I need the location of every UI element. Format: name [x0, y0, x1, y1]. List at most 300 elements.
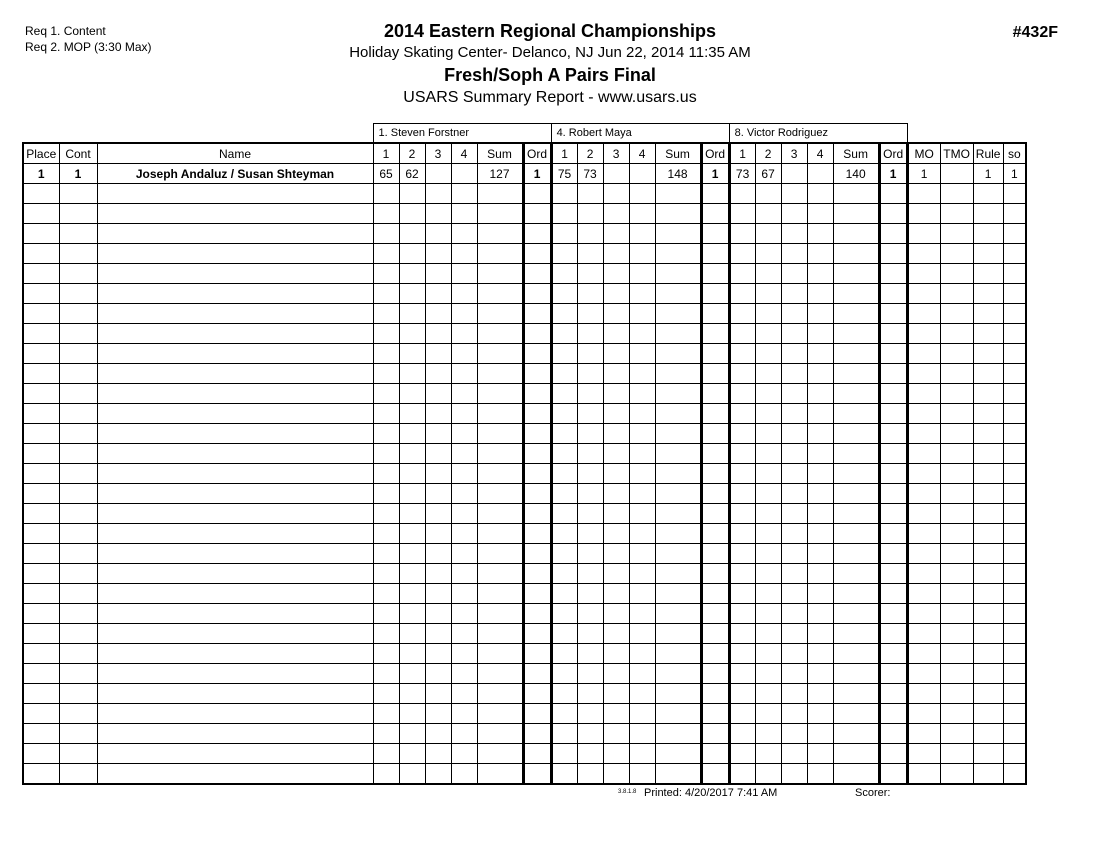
mark-cell	[399, 644, 425, 664]
ord-cell	[701, 344, 729, 364]
mark-cell	[781, 764, 807, 785]
tmo-cell	[940, 564, 973, 584]
mark-cell	[451, 364, 477, 384]
column-header-row	[23, 143, 1026, 164]
empty-row	[23, 664, 1026, 684]
sum-cell	[833, 444, 879, 464]
ord-cell	[879, 664, 907, 684]
mark-cell	[729, 204, 755, 224]
mark-cell	[451, 344, 477, 364]
tmo-cell	[940, 444, 973, 464]
mark-cell	[399, 604, 425, 624]
mark-cell	[399, 664, 425, 684]
ord-cell: 1	[701, 164, 729, 184]
so-cell	[1003, 204, 1026, 224]
sum-cell	[477, 624, 523, 644]
mark-cell	[373, 504, 399, 524]
place-cell	[23, 744, 59, 764]
so-cell	[1003, 284, 1026, 304]
mark-cell	[425, 564, 451, 584]
mark-cell	[603, 524, 629, 544]
mark-cell	[425, 524, 451, 544]
place-cell	[23, 724, 59, 744]
place-cell	[23, 384, 59, 404]
ord-cell	[701, 204, 729, 224]
sum-cell	[655, 384, 701, 404]
mark-cell	[729, 304, 755, 324]
sum-cell	[655, 504, 701, 524]
col-header-judge3-sum: Sum	[833, 143, 879, 164]
tmo-cell	[940, 504, 973, 524]
mark-cell	[781, 704, 807, 724]
mark-cell	[603, 364, 629, 384]
place-cell: 1	[23, 164, 59, 184]
mo-cell	[907, 664, 940, 684]
results-body	[23, 164, 1026, 785]
mark-cell	[629, 644, 655, 664]
mark-cell	[729, 364, 755, 384]
so-cell	[1003, 444, 1026, 464]
mark-cell	[781, 204, 807, 224]
mark-cell	[807, 344, 833, 364]
mark-cell	[373, 464, 399, 484]
mark-cell	[399, 544, 425, 564]
mark-cell	[373, 384, 399, 404]
sum-cell	[655, 724, 701, 744]
mark-cell	[373, 564, 399, 584]
tmo-cell	[940, 764, 973, 785]
so-cell	[1003, 404, 1026, 424]
ord-cell	[701, 244, 729, 264]
mark-cell	[781, 644, 807, 664]
tmo-cell	[940, 304, 973, 324]
mark-cell	[755, 644, 781, 664]
req-line-2: Req 2. MOP (3:30 Max)	[25, 39, 152, 54]
sum-cell	[833, 684, 879, 704]
place-cell	[23, 344, 59, 364]
ord-cell	[879, 444, 907, 464]
mark-cell	[807, 684, 833, 704]
empty-row	[23, 224, 1026, 244]
rule-cell	[973, 264, 1003, 284]
sum-cell	[477, 644, 523, 664]
mark-cell	[781, 444, 807, 464]
empty-row	[23, 424, 1026, 444]
name-cell	[97, 604, 373, 624]
tmo-cell	[940, 264, 973, 284]
rule-cell	[973, 724, 1003, 744]
ord-cell	[523, 744, 551, 764]
mo-cell	[907, 544, 940, 564]
sum-cell	[833, 364, 879, 384]
mark-cell	[399, 484, 425, 504]
cont-cell	[59, 404, 97, 424]
sum-cell	[655, 224, 701, 244]
mark-cell	[399, 684, 425, 704]
tmo-cell	[940, 324, 973, 344]
ord-cell	[701, 324, 729, 344]
col-header-judge3-3: 3	[781, 143, 807, 164]
tmo-cell	[940, 224, 973, 244]
mark-cell	[451, 304, 477, 324]
ord-cell	[523, 244, 551, 264]
mark-cell	[755, 244, 781, 264]
mark-cell	[399, 224, 425, 244]
mark-cell	[629, 744, 655, 764]
mo-cell	[907, 344, 940, 364]
mark-cell	[373, 524, 399, 544]
sum-cell	[655, 684, 701, 704]
empty-row	[23, 484, 1026, 504]
ord-cell	[523, 264, 551, 284]
mark-cell	[807, 644, 833, 664]
place-cell	[23, 284, 59, 304]
report-type-line: USARS Summary Report - www.usars.us	[403, 89, 697, 106]
cont-cell	[59, 284, 97, 304]
place-cell	[23, 184, 59, 204]
mark-cell	[551, 404, 577, 424]
rule-cell	[973, 224, 1003, 244]
ord-cell	[523, 444, 551, 464]
place-cell	[23, 424, 59, 444]
ord-cell	[701, 644, 729, 664]
cont-cell	[59, 244, 97, 264]
mark-cell	[399, 744, 425, 764]
mark-cell	[603, 204, 629, 224]
ord-cell	[523, 704, 551, 724]
mark-cell	[551, 384, 577, 404]
place-cell	[23, 464, 59, 484]
mark-cell	[399, 324, 425, 344]
mark-cell	[629, 344, 655, 364]
col-header-place: Place	[23, 143, 59, 164]
tmo-cell	[940, 464, 973, 484]
mark-cell	[629, 324, 655, 344]
mark-cell	[551, 224, 577, 244]
mark-cell	[807, 704, 833, 724]
mark-cell	[373, 264, 399, 284]
ord-cell	[701, 524, 729, 544]
mark-cell	[399, 344, 425, 364]
rule-cell	[973, 624, 1003, 644]
mark-cell	[807, 424, 833, 444]
place-cell	[23, 504, 59, 524]
ord-cell	[523, 204, 551, 224]
mark-cell	[729, 224, 755, 244]
name-cell	[97, 524, 373, 544]
sum-cell	[833, 184, 879, 204]
sum-cell	[833, 484, 879, 504]
tmo-cell	[940, 364, 973, 384]
mark-cell	[373, 744, 399, 764]
tmo-cell	[940, 244, 973, 264]
sum-cell	[833, 404, 879, 424]
ord-cell	[523, 684, 551, 704]
name-cell	[97, 484, 373, 504]
mark-cell	[577, 464, 603, 484]
ord-cell	[879, 384, 907, 404]
so-cell	[1003, 504, 1026, 524]
mark-cell	[629, 584, 655, 604]
mark-cell	[551, 724, 577, 744]
sum-cell	[655, 464, 701, 484]
mark-cell	[755, 564, 781, 584]
empty-row	[23, 444, 1026, 464]
mark-cell	[755, 264, 781, 284]
empty-row	[23, 584, 1026, 604]
mark-cell	[577, 344, 603, 364]
mark-cell	[603, 684, 629, 704]
cont-cell	[59, 424, 97, 444]
result-row	[23, 164, 1026, 184]
mark-cell	[807, 444, 833, 464]
empty-row	[23, 184, 1026, 204]
mark-cell	[425, 644, 451, 664]
so-cell	[1003, 224, 1026, 244]
mark-cell	[577, 444, 603, 464]
sum-cell	[655, 764, 701, 785]
mark-cell	[807, 524, 833, 544]
sum-cell	[477, 244, 523, 264]
mark-cell	[399, 564, 425, 584]
empty-row	[23, 744, 1026, 764]
sum-cell	[477, 304, 523, 324]
mark-cell	[603, 704, 629, 724]
so-cell	[1003, 484, 1026, 504]
tmo-cell	[940, 544, 973, 564]
so-cell	[1003, 364, 1026, 384]
mark-cell	[603, 444, 629, 464]
mark-cell	[399, 624, 425, 644]
mark-cell	[551, 744, 577, 764]
mo-cell	[907, 384, 940, 404]
tmo-cell	[940, 644, 973, 664]
mark-cell	[425, 404, 451, 424]
col-header-judge3-ord: Ord	[879, 143, 907, 164]
mark-cell	[451, 324, 477, 344]
mark-cell	[451, 264, 477, 284]
mark-cell	[451, 204, 477, 224]
ord-cell	[701, 364, 729, 384]
event-title: Fresh/Soph A Pairs Final	[444, 65, 656, 85]
ord-cell	[879, 644, 907, 664]
mark-cell	[399, 184, 425, 204]
mark-cell	[603, 724, 629, 744]
mark-cell	[373, 364, 399, 384]
mark-cell	[781, 324, 807, 344]
so-cell	[1003, 184, 1026, 204]
mark-cell	[755, 304, 781, 324]
ord-cell	[701, 684, 729, 704]
mark-cell	[755, 324, 781, 344]
mark-cell	[629, 664, 655, 684]
mo-cell	[907, 564, 940, 584]
empty-row	[23, 604, 1026, 624]
mark-cell	[629, 464, 655, 484]
sum-cell	[477, 524, 523, 544]
mark-cell	[603, 564, 629, 584]
mark-cell	[577, 304, 603, 324]
venue-date-line: Holiday Skating Center- Delanco, NJ Jun 22, 2014 11:35 AM	[349, 44, 751, 61]
sum-cell	[833, 264, 879, 284]
mark-cell	[577, 264, 603, 284]
mark-cell	[755, 344, 781, 364]
mo-cell	[907, 364, 940, 384]
mark-cell	[807, 304, 833, 324]
ord-cell	[701, 724, 729, 744]
mo-cell	[907, 224, 940, 244]
mark-cell	[551, 324, 577, 344]
tmo-cell	[940, 684, 973, 704]
sum-cell	[833, 464, 879, 484]
mark-cell	[781, 564, 807, 584]
mark-cell	[551, 424, 577, 444]
sum-cell	[655, 624, 701, 644]
mark-cell	[603, 344, 629, 364]
mark-cell	[451, 624, 477, 644]
ord-cell	[523, 544, 551, 564]
col-header-judge3-4: 4	[807, 143, 833, 164]
mark-cell	[551, 464, 577, 484]
mark-cell	[451, 284, 477, 304]
req-line-1: Req 1. Content	[25, 24, 106, 38]
name-cell	[97, 744, 373, 764]
mark-cell	[551, 204, 577, 224]
sum-cell	[833, 304, 879, 324]
ord-cell	[701, 764, 729, 785]
mark-cell	[603, 504, 629, 524]
ord-cell	[879, 224, 907, 244]
place-cell	[23, 224, 59, 244]
sum-cell	[477, 384, 523, 404]
mark-cell	[399, 204, 425, 224]
mark-cell	[807, 224, 833, 244]
mark-cell	[629, 724, 655, 744]
mark-cell	[577, 624, 603, 644]
col-header-mo: MO	[907, 143, 940, 164]
ord-cell	[879, 564, 907, 584]
col-header-judge3-1: 1	[729, 143, 755, 164]
sum-cell	[655, 284, 701, 304]
name-cell	[97, 264, 373, 284]
mark-cell	[729, 264, 755, 284]
sum-cell	[477, 264, 523, 284]
mark-cell	[577, 204, 603, 224]
mark-cell	[807, 464, 833, 484]
sum-cell	[477, 444, 523, 464]
ord-cell	[523, 504, 551, 524]
tmo-cell	[940, 524, 973, 544]
mo-cell	[907, 704, 940, 724]
mark-cell	[781, 244, 807, 264]
mark-cell	[603, 224, 629, 244]
mark-cell	[451, 184, 477, 204]
so-cell	[1003, 424, 1026, 444]
sum-cell	[833, 764, 879, 785]
ord-cell	[701, 404, 729, 424]
sum-cell	[833, 284, 879, 304]
empty-row	[23, 304, 1026, 324]
name-cell	[97, 184, 373, 204]
mo-cell	[907, 764, 940, 785]
empty-row	[23, 364, 1026, 384]
mark-cell	[807, 164, 833, 184]
mark-cell	[781, 184, 807, 204]
tmo-cell	[940, 624, 973, 644]
mark-cell	[399, 524, 425, 544]
mark-cell	[603, 304, 629, 324]
mark-cell	[577, 644, 603, 664]
sum-cell	[655, 264, 701, 284]
sum-cell	[655, 744, 701, 764]
mark-cell	[451, 224, 477, 244]
mark-cell	[551, 524, 577, 544]
mark-cell	[603, 624, 629, 644]
ord-cell	[879, 304, 907, 324]
sum-cell	[477, 764, 523, 785]
mark-cell	[755, 404, 781, 424]
mark-cell	[729, 584, 755, 604]
ord-cell	[879, 284, 907, 304]
mark-cell	[425, 584, 451, 604]
sum-cell	[655, 604, 701, 624]
ord-cell	[879, 264, 907, 284]
mo-cell	[907, 644, 940, 664]
mark-cell	[729, 504, 755, 524]
name-cell	[97, 424, 373, 444]
cont-cell	[59, 544, 97, 564]
empty-row	[23, 524, 1026, 544]
sum-cell	[477, 484, 523, 504]
mark-cell	[425, 444, 451, 464]
mark-cell	[551, 504, 577, 524]
mark-cell	[807, 544, 833, 564]
rule-cell	[973, 444, 1003, 464]
cont-cell	[59, 644, 97, 664]
rule-cell	[973, 684, 1003, 704]
sum-cell	[833, 324, 879, 344]
sum-cell	[833, 564, 879, 584]
ord-cell	[879, 184, 907, 204]
ord-cell	[879, 244, 907, 264]
cont-cell	[59, 664, 97, 684]
mark-cell	[755, 284, 781, 304]
place-cell	[23, 324, 59, 344]
place-cell	[23, 664, 59, 684]
sum-cell	[477, 344, 523, 364]
mark-cell	[399, 244, 425, 264]
mo-cell	[907, 464, 940, 484]
col-header-tmo: TMO	[940, 143, 973, 164]
name-cell	[97, 544, 373, 564]
mark-cell	[425, 344, 451, 364]
mark-cell: 73	[577, 164, 603, 184]
sum-cell	[477, 584, 523, 604]
summary-table	[22, 123, 1027, 785]
sum-cell	[833, 224, 879, 244]
mark-cell	[577, 424, 603, 444]
col-header-so: so	[1003, 143, 1026, 164]
mark-cell	[451, 604, 477, 624]
ord-cell	[879, 484, 907, 504]
col-header-name: Name	[97, 143, 373, 164]
sum-cell	[833, 604, 879, 624]
ord-cell	[701, 604, 729, 624]
cont-cell	[59, 384, 97, 404]
mark-cell	[603, 324, 629, 344]
mark-cell	[729, 744, 755, 764]
mark-cell	[781, 364, 807, 384]
